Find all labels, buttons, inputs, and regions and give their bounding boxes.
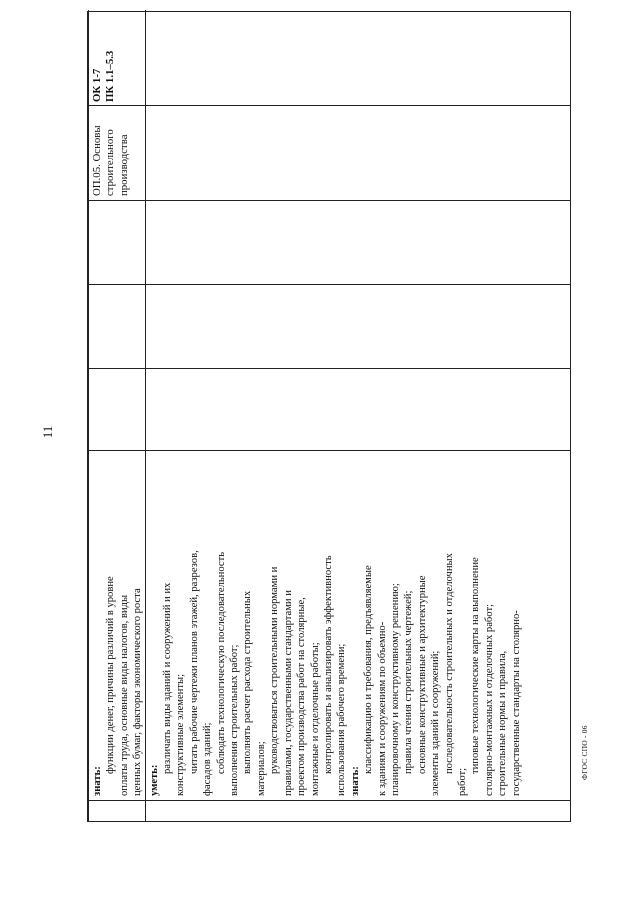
content-line: последовательность строительных и отделочных (443, 553, 455, 774)
content-line: знать: (349, 766, 361, 796)
content-line: ценных бумаг, факторы экономического роста (132, 588, 144, 796)
content-line: фасадов зданий; (202, 722, 214, 796)
content-line: столярно-монтажных и отделочных работ; (483, 603, 495, 796)
content-line: к зданиям и сооружениям по объемно- (376, 621, 388, 796)
content-line: оплаты труда, основные виды налогов, виды (118, 594, 130, 796)
content-line: основные конструктивные и архитектурные (416, 575, 428, 774)
content-line: соблюдать технологическую последовательность (215, 551, 227, 774)
competency-list (91, 14, 118, 102)
content-line: правила чтения строительных чертежей; (403, 590, 415, 774)
course-name: ОП.05. Основы строительного производства (91, 125, 130, 196)
content-line: различать виды зданий и сооружений и их (162, 582, 174, 774)
curriculum-table (87, 11, 571, 822)
content-line: классификацию и требования, предъявляемые (363, 565, 375, 774)
content-line: работ; (456, 767, 468, 796)
content-line: контролировать и анализировать эффективность (322, 555, 334, 774)
content-line: конструктивные элементы; (175, 673, 187, 796)
hours-class-cell (88, 285, 570, 369)
content-line: элементы зданий и сооружений; (430, 650, 442, 796)
competency-pk: ПК 1.1–5.3 (104, 50, 117, 102)
hours-max-cell (88, 369, 570, 451)
content-line: функции денег, причины различий в уровне (105, 576, 117, 774)
content-line: знать: (92, 766, 103, 796)
content-line: материалов; (255, 741, 267, 796)
content-line: планировочному и конструктивному решению; (389, 583, 401, 796)
content-line: выполнения строительных работ; (229, 644, 241, 796)
competency-ok: ОК 1-7 (91, 68, 103, 102)
content-line: выполнять расчет расхода строительных (242, 590, 254, 774)
content-line: правилами, государственными стандартами и (282, 590, 294, 796)
content-line: монтажные и отделочные работы; (309, 642, 321, 796)
content-line: проектом производства работ на столярные, (296, 597, 308, 796)
footer-standard: ФГОС СПО - 06 (580, 725, 589, 780)
content-line: читать рабочие чертежи планов этажей, разрезов, (188, 550, 200, 774)
page-number: 11 (40, 425, 55, 439)
content-line: государственные стандарты на столярно- (510, 610, 522, 796)
content-line: руководствоваться строительными нормами и (269, 566, 281, 774)
content-line: уметь: (148, 764, 160, 796)
content-line: типовые технологические карты на выполнение (470, 557, 482, 774)
content-text (91, 456, 523, 796)
content-line: строительные нормы и правила, (497, 650, 509, 796)
competency-cell (88, 10, 570, 106)
empty-cell (88, 201, 570, 285)
content-line: использования рабочего времени; (336, 643, 348, 796)
course-cell (88, 106, 570, 201)
